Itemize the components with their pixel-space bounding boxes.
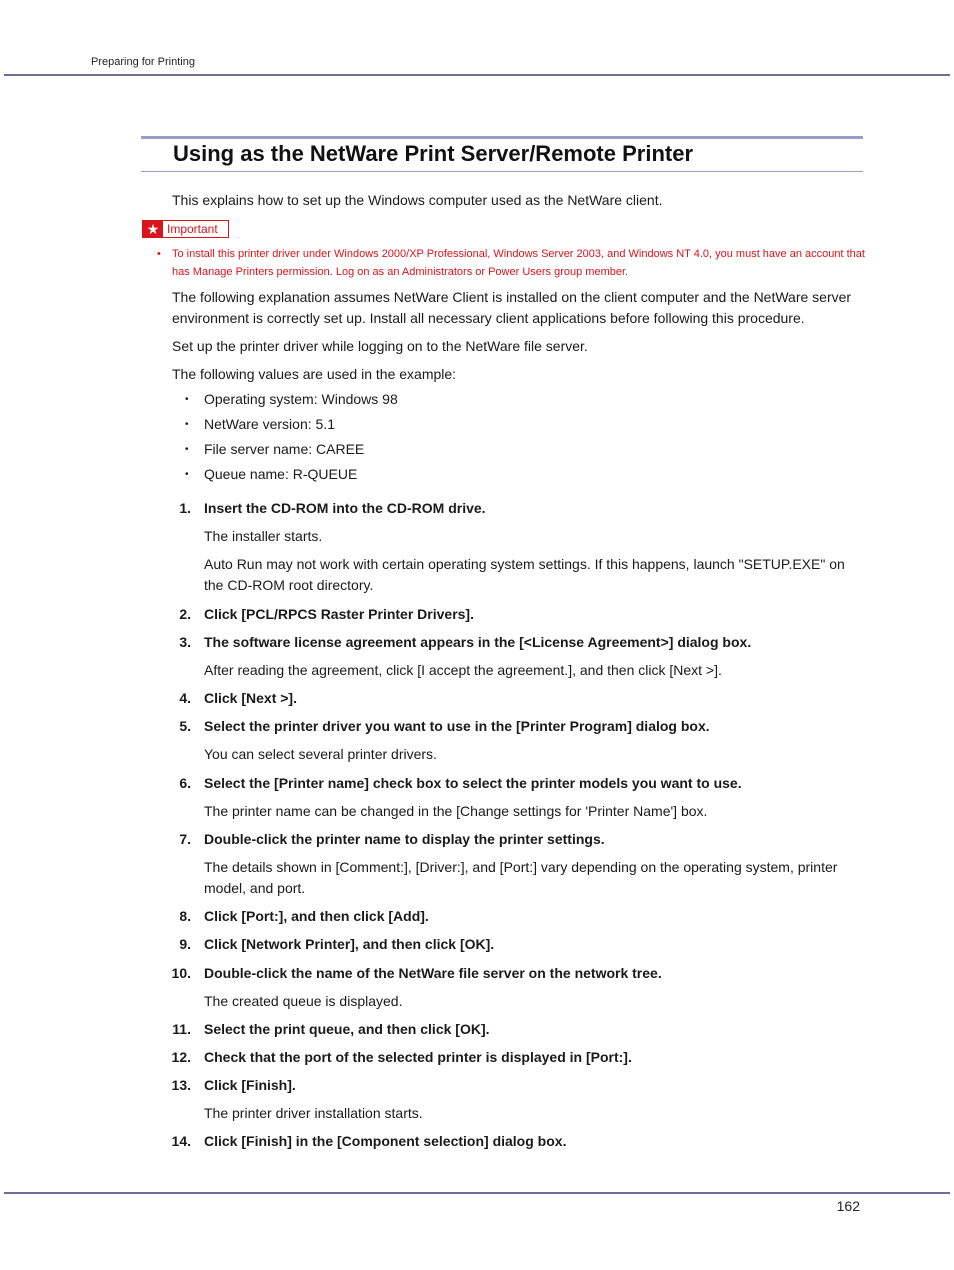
step-5-note: You can select several printer drivers. [204,746,437,762]
step-number: 1. [179,500,191,516]
step-1-note-b: Auto Run may not work with certain operating system settings. If this happens, launch "SETUP.EXE" on the CD-ROM root directory. [204,556,845,593]
bullet-dot: • [185,419,189,430]
star-icon: ★ [143,221,163,237]
step-13-note: The printer driver installation starts. [204,1105,423,1121]
step-6 [0,773,954,795]
step-text: Click [Port:], and then click [Add]. [204,908,429,924]
step-number: 6. [179,775,191,791]
step-text: Click [Network Printer], and then click [OK]. [204,936,495,952]
important-note-text: To install this printer driver under Windows 2000/XP Professional, Windows Server 2003, and Windows NT 4.0, you must have an account that has Manage Printers permission. Log on as an Administrators or Power Users group member. [172,248,865,278]
step-2 [0,604,954,626]
paragraph-assumptions: The following explanation assumes NetWare Client is installed on the client computer and the NetWare server environment is correctly set up. Install all necessary client applications before following this procedure. [172,289,852,326]
step-number: 7. [179,831,191,847]
step-3 [0,632,954,654]
step-number: 10. [171,965,191,981]
step-text: Click [Finish]. [204,1077,296,1093]
step-14 [0,1131,954,1153]
page-number: 162 [836,1198,860,1214]
step-5 [0,716,954,738]
running-head: Preparing for Printing [91,56,195,68]
step-number: 14. [171,1133,191,1149]
step-text: Double-click the name of the NetWare file server on the network tree. [204,965,662,981]
step-text: Insert the CD-ROM into the CD-ROM drive. [204,500,486,516]
step-text: Select the print queue, and then click [OK]. [204,1021,490,1037]
step-number: 4. [179,690,191,706]
step-text: The software license agreement appears in the [<License Agreement>] dialog box. [204,634,752,650]
step-number: 11. [172,1021,191,1037]
step-10 [0,963,954,985]
title-block [141,136,863,172]
bullet-dot: • [185,444,189,455]
step-text: Double-click the printer name to display the printer settings. [204,831,605,847]
paragraph-setup: Set up the printer driver while logging on to the NetWare file server. [172,338,588,354]
step-number: 8. [179,908,191,924]
step-number: 5. [179,718,191,734]
step-12 [0,1047,954,1069]
list-item-text: NetWare version: 5.1 [204,416,335,432]
page-title: Using as the NetWare Print Server/Remote Printer [173,141,694,166]
important-bullet: • [157,248,161,260]
step-number: 12. [171,1049,191,1065]
step-13 [0,1075,954,1097]
list-item-text: Queue name: R-QUEUE [204,466,358,482]
step-text: Select the [Printer name] check box to select the printer models you want to use. [204,775,742,791]
step-number: 2. [179,606,191,622]
step-9 [0,934,954,956]
step-3-note: After reading the agreement, click [I accept the agreement.], and then click [Next >]. [204,662,722,678]
step-number: 13. [171,1077,191,1093]
footer-rule [4,1192,950,1194]
paragraph-example-intro: The following values are used in the example: [172,366,457,382]
step-1 [0,498,954,520]
step-number: 9. [179,936,191,952]
important-badge [142,220,229,238]
step-text: Click [Next >]. [204,690,297,706]
step-4 [0,688,954,710]
list-item-text: File server name: CAREE [204,441,365,457]
step-text: Select the printer driver you want to use in the [Printer Program] dialog box. [204,718,710,734]
step-text: Check that the port of the selected printer is displayed in [Port:]. [204,1049,632,1065]
step-7 [0,829,954,851]
intro-text: This explains how to set up the Windows computer used as the NetWare client. [172,192,663,208]
step-text: Click [PCL/RPCS Raster Printer Drivers]. [204,606,474,622]
bullet-dot: • [185,394,189,405]
bullet-dot: • [185,469,189,480]
step-number: 3. [179,634,191,650]
step-11 [0,1019,954,1041]
list-item-text: Operating system: Windows 98 [204,391,398,407]
step-text: Click [Finish] in the [Component selection] dialog box. [204,1133,567,1149]
important-label: Important [167,222,218,236]
step-6-note: The printer name can be changed in the [Change settings for 'Printer Name'] box. [204,803,708,819]
header-rule [4,74,950,76]
step-1-note-a: The installer starts. [204,528,323,544]
step-7-note: The details shown in [Comment:], [Driver:], and [Port:] vary depending on the operating system, printer model, and port. [204,859,838,896]
step-8 [0,906,954,928]
step-10-note: The created queue is displayed. [204,993,403,1009]
